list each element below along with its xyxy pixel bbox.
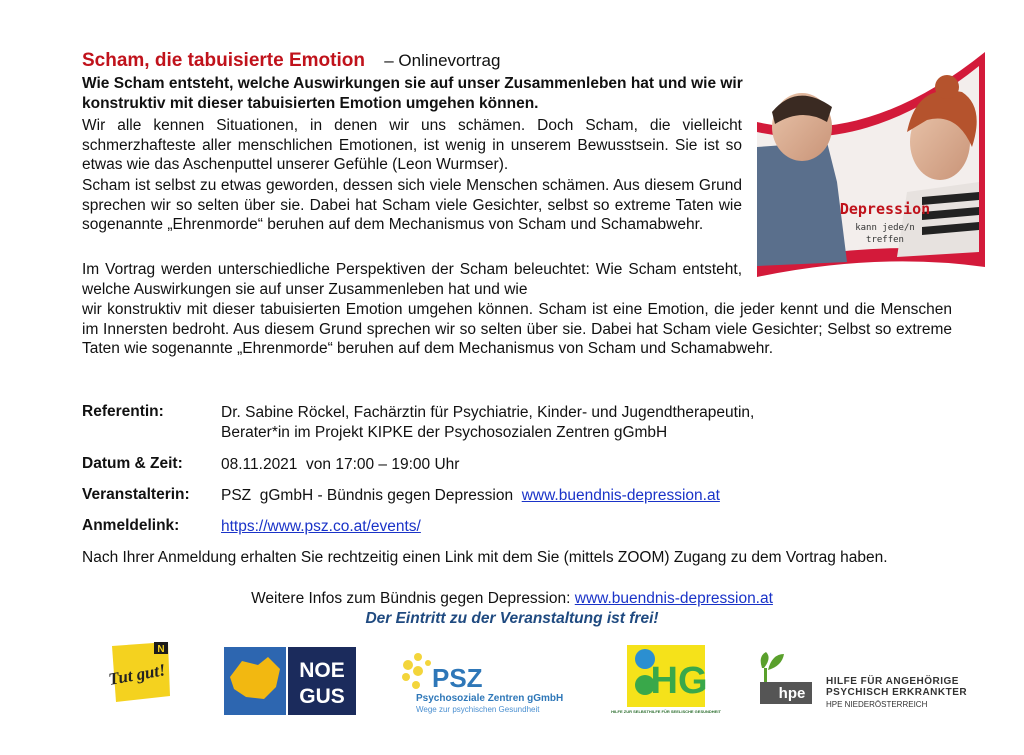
speaker-label: Referentin:: [82, 403, 164, 420]
signup-label: Anmeldelink:: [82, 517, 180, 534]
noegus-logo: [224, 647, 356, 715]
date-value: 08.11.2021 von 17:00 – 19:00 Uhr: [221, 456, 460, 473]
hg-logo: [611, 643, 721, 719]
lecture-paragraph-start: Im Vortrag werden unterschiedliche Perspektiven der Scham beleuchtet: Wie Scham entsteht, welche Auswirkungen sie auf unser Zusammenleben hat und wie: [82, 261, 742, 298]
event-subtitle: Wie Scham entsteht, welche Auswirkungen sie auf unser Zusammenleben hat und wie wir konstruktiv mit dieser tabuisierten Emotion umgehen können.: [82, 75, 743, 112]
signup-link[interactable]: https://www.psz.co.at/events/: [221, 518, 421, 535]
lecture-paragraph-end: wir konstruktiv mit dieser tabuisierten Emotion umgehen können. Scham ist eine Emotion, die jeder kennt und die Menschen im Innersten bedroht. Aus diesem Grund sprechen wir so selten über sie. Dabei hat Scham viele Gesichter; Selbst so extreme Taten wie sogenannte „Ehrenmorde“ beruhen auf dem Mechanismus von Scham und Schamabwehr.: [82, 301, 952, 358]
speaker-line-1: Dr. Sabine Röckel, Fachärztin für Psychiatrie, Kinder- und Jugendtherapeutin,: [221, 404, 755, 421]
campaign-headline: Depression: [839, 200, 931, 218]
signup-value: [221, 517, 421, 537]
event-title: Scham, die tabuisierte Emotion: [82, 50, 365, 71]
psz-tagline: Wege zur psychischen Gesundheit: [416, 705, 540, 714]
more-info-text: Weitere Infos zum Bündnis gegen Depression:: [251, 590, 571, 607]
zoom-note: Nach Ihrer Anmeldung erhalten Sie rechtzeitig einen Link mit dem Sie (mittels ZOOM) Zugang zu dem Vortrag haben.: [82, 549, 888, 566]
organizer-label: Veranstalterin:: [82, 486, 190, 503]
hg-caption: HILFE ZUR SELBSTHILFE FÜR SEELISCHE GESUNDHEIT: [611, 709, 721, 714]
speaker-line-2: Berater*in im Projekt KIPKE der Psychosozialen Zentren gGmbH: [221, 423, 668, 441]
speaker-value: [221, 403, 921, 442]
event-format: – Onlinevortrag: [384, 51, 501, 70]
noegus-line-2: GUS: [299, 685, 345, 708]
tut-gut-text: Tut gut!: [107, 660, 168, 689]
hpe-mark-text: hpe: [778, 685, 806, 702]
psz-name: Psychosoziale Zentren gGmbH: [416, 693, 564, 704]
hg-letters: HG: [650, 660, 708, 702]
organizer-link[interactable]: www.buendnis-depression.at: [521, 487, 720, 504]
date-label: Datum & Zeit:: [82, 455, 183, 472]
more-info: [0, 590, 1024, 608]
page-title: [82, 50, 500, 72]
hpe-line-2: PSYCHISCH ERKRANKTER: [826, 687, 968, 698]
body-paragraph: Scham ist selbst zu etwas geworden, dessen sich viele Menschen schämen. Aus diesem Grund sprechen wir so selten über sie. Dabei hat Scham viele Gesichter, selbst so extreme Taten wie sogenannte „Ehrenmorde“ beruhen auf dem Mechanismus von Scham und Schamabwehr.: [82, 177, 742, 234]
hpe-mark: [752, 648, 818, 704]
hpe-line-3: HPE NIEDERÖSTERREICH: [826, 700, 928, 709]
free-entry-note: Der Eintritt zu der Veranstaltung ist frei!: [365, 610, 659, 627]
hpe-line-1: HILFE FÜR ANGEHÖRIGE: [826, 676, 959, 687]
campaign-line-2: treffen: [866, 235, 904, 245]
psz-logo: [396, 645, 576, 715]
campaign-line-1: kann jede/n: [855, 223, 915, 233]
tut-gut-logo: [108, 640, 174, 704]
intro-paragraph: Wir alle kennen Situationen, in denen wir uns schämen. Doch Scham, die vielleicht schmerzhafteste aller menschlichen Emotionen, ist wenig in unserem Bewusstsein. Sie ist so etwas wie das Aschenputtel unserer Gefühle (Leon Wurmser).: [82, 117, 742, 174]
psz-title: PSZ: [432, 663, 483, 693]
organizer-value: [221, 486, 720, 506]
tut-gut-badge: N: [157, 644, 165, 655]
organizer-name: PSZ gGmbH - Bündnis gegen Depression: [221, 487, 514, 504]
more-info-link[interactable]: www.buendnis-depression.at: [574, 590, 773, 607]
depression-campaign-image: [757, 52, 985, 277]
noegus-line-1: NOE: [299, 659, 345, 682]
hpe-text: [826, 676, 967, 709]
